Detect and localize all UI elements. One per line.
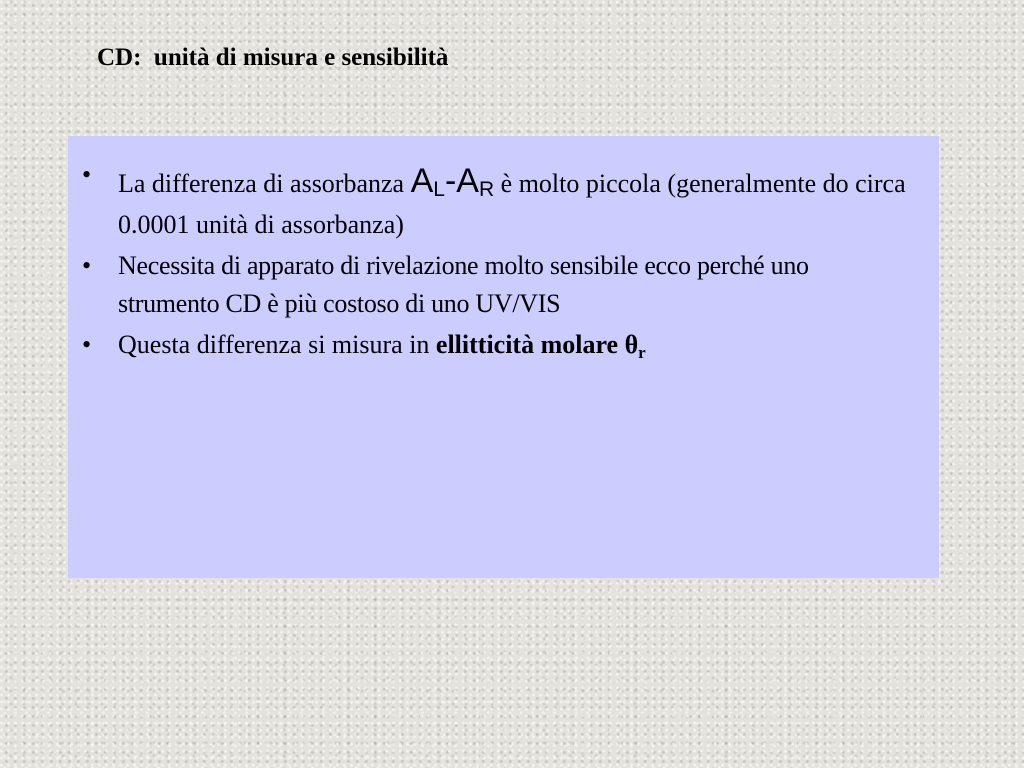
formula-sub-r: R — [478, 178, 495, 201]
bullet-marker: • — [82, 160, 92, 189]
absorbance-formula — [411, 162, 495, 200]
slide-title: CD: unità di misura e sensibilità — [97, 44, 449, 71]
bullet-text-intro: Questa differenza si misura in — [118, 329, 436, 359]
bullet-text-rest: è molto piccola (generalmente do circa 0.0001 unità di assorbanza) — [118, 169, 906, 240]
formula-a-left: A — [410, 162, 434, 200]
bullet-item-molar-ellipticity — [82, 326, 909, 365]
formula-sub-l: L — [433, 178, 445, 201]
bullet-list — [68, 136, 939, 365]
bullet-bold-term: ellitticità molare — [435, 329, 625, 359]
theta-subscript: r — [638, 342, 646, 362]
bullet-item-absorbance-difference — [82, 156, 909, 245]
content-box — [68, 136, 939, 578]
bullet-item-sensitive-detector — [82, 247, 909, 324]
theta-symbol: θ — [624, 329, 639, 359]
formula-a-right: A — [456, 162, 479, 200]
bullet-text: Necessita di apparato di rivelazione molto sensibile ecco perché uno strumento CD è più costoso di uno UV/VIS — [118, 250, 809, 319]
bullet-marker: • — [82, 250, 91, 280]
formula-dash: - — [444, 162, 457, 200]
bullet-text-intro: La differenza di assorbanza — [118, 169, 411, 198]
bullet-marker: • — [82, 329, 92, 359]
